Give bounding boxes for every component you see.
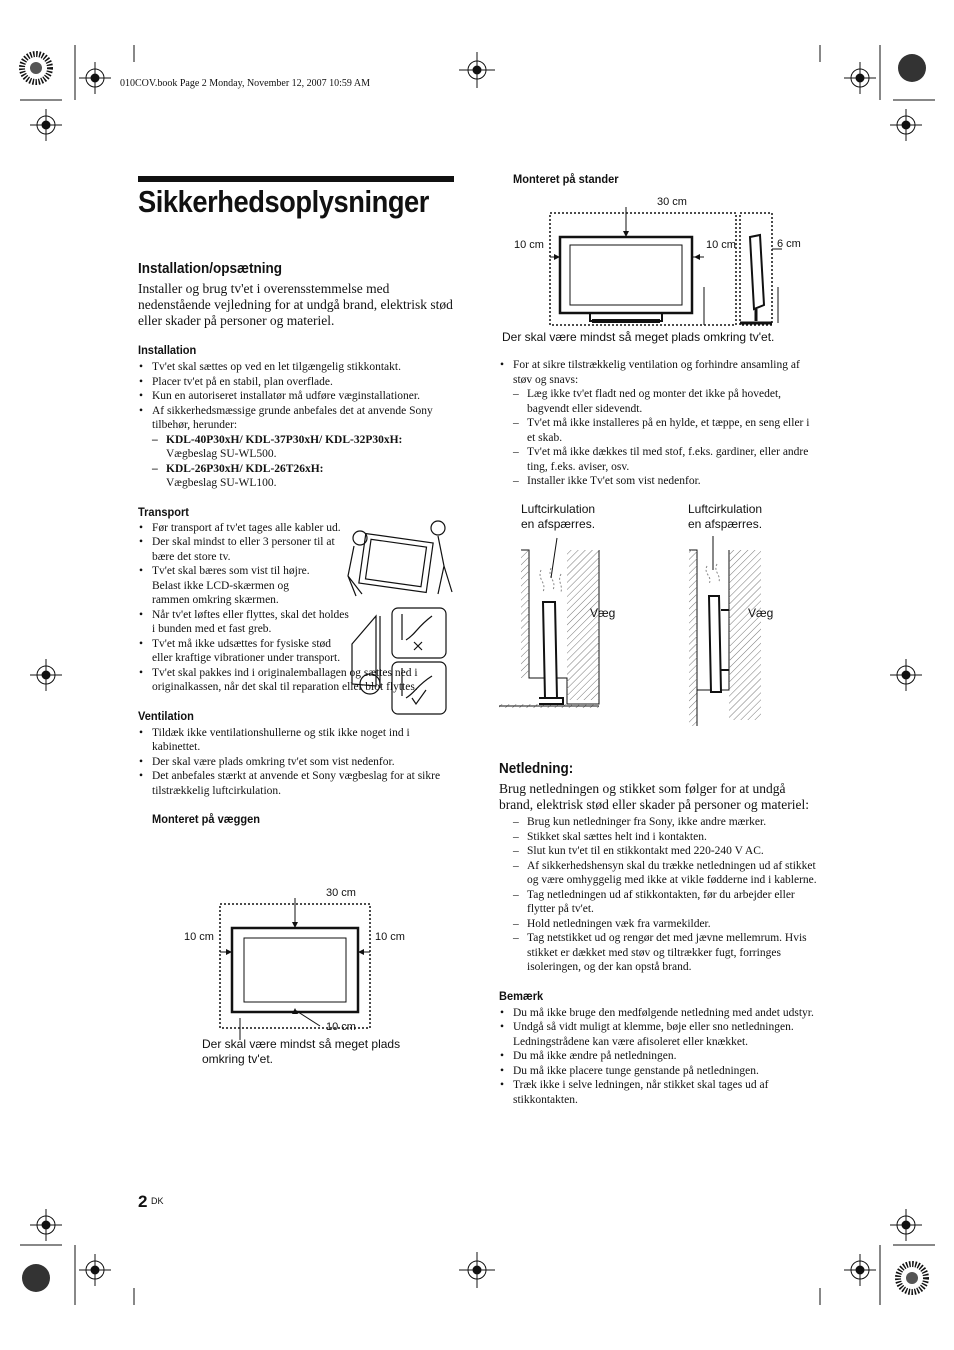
page-number: 2 (138, 1192, 148, 1211)
airflow-diagram (499, 530, 799, 730)
list-item: • Tildæk ikke ventilationshullerne og stik ikke noget ind i kabinettet. (138, 726, 454, 755)
list-item: • For at sikre tilstrækkelig ventilation og forhindre ansamling af støv og snavs: (499, 358, 817, 387)
list-item: • Placer tv'et på en stabil, plan overflade. (138, 375, 454, 390)
list-item: – Af sikkerhedshensyn skal du trække netledningen ud af stikket og være omhyggelig med ikke at vikle fødderne ind i kablerne. (499, 859, 817, 888)
list-item: – Slut kun tv'et til en stikkontakt med 220-240 V AC. (499, 844, 817, 859)
stand-left-distance: 10 cm (514, 239, 544, 251)
model-accessory: Vægbeslag SU-WL100. (166, 477, 277, 489)
list-item: • Du må ikke placere tunge genstande på netledningen. (499, 1064, 817, 1079)
model-name: – KDL-26P30xH/ KDL-26T26xH: (138, 462, 454, 477)
stand-mount-diagram (520, 205, 840, 335)
airflow-right-label: Luftcirkulation en afspærres. (688, 502, 763, 531)
list-item: – Tag netledningen ud af stikkontakten, før du arbejder eller flytter på tv'et. (499, 888, 817, 917)
list-item: • Af sikkerhedsmæssige grunde anbefales det at anvende Sony tilbehør, herunder: (138, 404, 454, 433)
model-list (138, 462, 454, 477)
list-item: • Når tv'et løftes eller flyttes, skal det holdes i bunden med et fast greb. (138, 608, 354, 637)
list-item: • Tv'et må ikke udsættes for fysiske stød eller kraftige vibrationer under transport. (138, 637, 354, 666)
list-item: • Før transport af tv'et tages alle kabler ud. (138, 521, 354, 536)
list-item: • Tv'et skal sættes op ved en let tilgængelig stikkontakt. (138, 360, 454, 375)
power-section (499, 760, 817, 1107)
ventilation-extra-list (499, 358, 817, 387)
list-item: • Det anbefales stærkt at anvende et Sony vægbeslag for at sikre tilstrækkelig luftcirkulation. (138, 769, 454, 798)
stand-mount-heading: Monteret på stander (513, 172, 619, 186)
transport-heading: Transport (138, 504, 189, 519)
wall-bottom-distance: 10 cm (326, 1021, 356, 1033)
title-rule (138, 176, 454, 182)
wall-mount-diagram (210, 890, 430, 1030)
model-name: – KDL-40P30xH/ KDL-37P30xH/ KDL-32P30xH: (138, 433, 454, 448)
model-accessory: Vægbeslag SU-WL500. (166, 448, 277, 460)
list-item: • Du må ikke bruge den medfølgende netledning med andet udstyr. (499, 1006, 817, 1021)
note-list (499, 1006, 817, 1108)
airflow-left-wall-label: Væg (590, 606, 616, 620)
list-item: • Kun en autoriseret installatør må udføre væginstallationer. (138, 389, 454, 404)
ventilation-heading: Ventilation (138, 708, 194, 723)
installation-subheading: Installation (138, 343, 197, 357)
stand-right-distance: 10 cm (706, 239, 736, 251)
list-item: – Installer ikke Tv'et som vist nedenfor. (499, 474, 817, 489)
list-item: • Tv'et skal pakkes ind i originalemballagen og sættes ned i originalkassen, når det skal til reparation eller blot flyttes. (138, 666, 470, 695)
power-intro: Brug netledningen og stikket som følger for at undgå brand, elektrisk stød eller skader på personer og materiel: (499, 781, 810, 812)
installation-heading: Installation/opsætning (138, 260, 282, 277)
transport-illustration (346, 516, 456, 716)
list-item: – Brug kun netledninger fra Sony, ikke andre mærker. (499, 815, 817, 830)
file-info: 010COV.book Page 2 Monday, November 12, 2007 10:59 AM (120, 78, 370, 89)
ventilation-extra (499, 358, 817, 489)
power-list (499, 815, 817, 975)
list-item: – Stikket skal sættes helt ind i kontakten. (499, 830, 817, 845)
list-item: • Træk ikke i selve ledningen, når stikket skal tages ud af stikkontakten. (499, 1078, 817, 1107)
installation-list (138, 360, 454, 433)
list-item: • Der skal mindst to eller 3 personer til at bære det store tv. (138, 535, 354, 564)
list-item: – Læg ikke tv'et fladt ned og monter det ikke på hovedet, bagvendt eller sidevendt. (499, 387, 817, 416)
stand-top-distance: 30 cm (657, 196, 687, 208)
language-code: DK (151, 1196, 164, 1206)
list-item: – Tag netstikket ud og rengør det med jævne mellemrum. Hvis stikket er dækket med støv og tiltrækker fugt, forringes isoleringen, og der kan opstå brand. (499, 931, 817, 975)
power-heading: Netledning: (499, 760, 574, 777)
wall-left-distance: 10 cm (184, 931, 214, 943)
wall-diagram-caption: Der skal være mindst så meget plads omkring tv'et. (202, 1037, 401, 1066)
ventilation-list (138, 726, 454, 799)
page-title: Sikkerhedsoplysninger (138, 184, 429, 219)
wall-right-distance: 10 cm (375, 931, 405, 943)
note-heading: Bemærk (499, 988, 544, 1003)
model-list (138, 433, 454, 448)
installation-intro: Installer og brug tv'et i overensstemmelse med nedenstående vejledning for at undgå brand, elektrisk stød eller skader på personer og materiel. (138, 281, 453, 328)
list-item: – Tv'et må ikke installeres på en hylde, et tæppe, en seng eller i et skab. (499, 416, 817, 445)
list-item: • Du må ikke ændre på netledningen. (499, 1049, 817, 1064)
airflow-right-wall-label: Væg (748, 606, 774, 620)
wall-mount-heading: Monteret på væggen (152, 812, 260, 826)
list-item: – Hold netledningen væk fra varmekilder. (499, 917, 817, 932)
list-item: • Tv'et skal bæres som vist til højre. Belast ikke LCD-skærmen og rammen omkring skærmen. (138, 564, 312, 608)
stand-diagram-caption: Der skal være mindst så meget plads omkring tv'et. (502, 330, 775, 344)
list-item: • Der skal være plads omkring tv'et som vist nedenfor. (138, 755, 454, 770)
list-item: – Tv'et må ikke dækkes til med stof, f.eks. gardiner, eller andre ting, f.eks. aviser, osv. (499, 445, 817, 474)
airflow-left-label: Luftcirkulation en afspærres. (521, 502, 596, 531)
wall-top-distance: 30 cm (326, 887, 356, 899)
list-item: • Undgå så vidt muligt at klemme, bøje eller sno netledningen. Ledningstrådene kan være afisoleret eller knækket. (499, 1020, 817, 1049)
ventilation-dash-list (499, 387, 817, 489)
stand-back-distance: 6 cm (777, 238, 801, 250)
